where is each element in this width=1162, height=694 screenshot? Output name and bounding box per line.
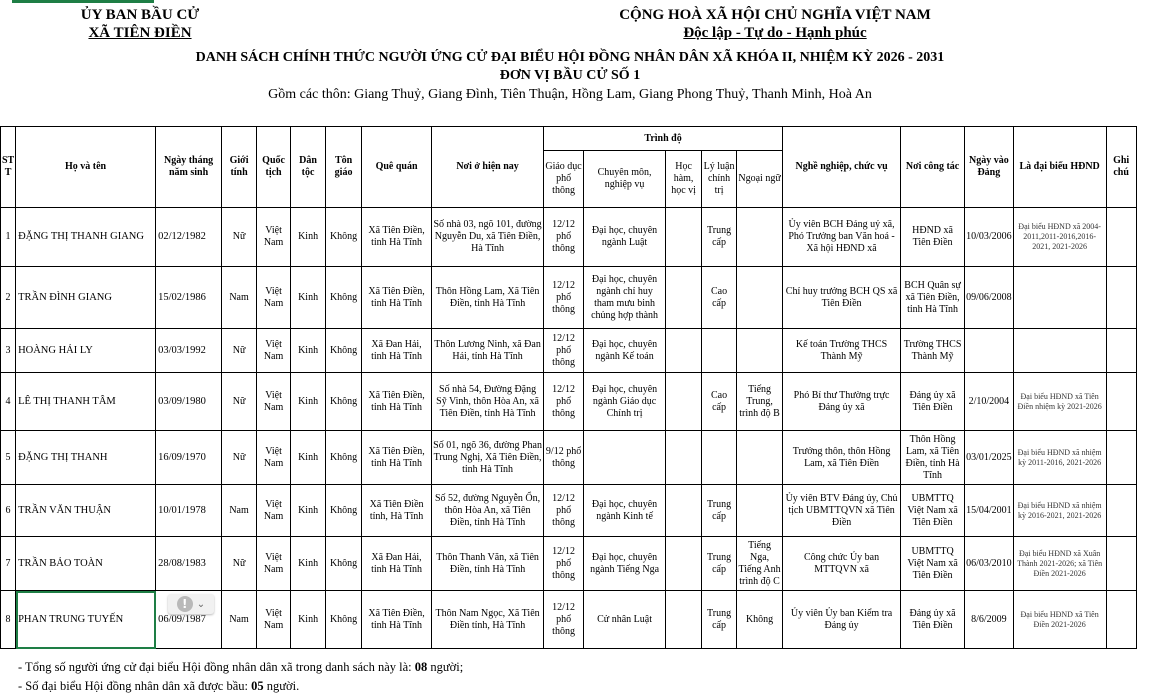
cell-ethnicity[interactable]: Kinh: [291, 485, 326, 537]
cell-note[interactable]: [1106, 485, 1136, 537]
col-header-language: Ngoại ngữ: [737, 151, 783, 208]
col-header-general-edu: Giáo dục phổ thông: [544, 151, 584, 208]
cell-hometown[interactable]: Xã Đan Hải, tỉnh Hà Tĩnh: [362, 537, 432, 591]
cell-religion[interactable]: Không: [326, 591, 362, 649]
cell-academic[interactable]: [666, 591, 702, 649]
cell-specialty[interactable]: Đại học, chuyên ngành chỉ huy tham mưu binh chủng hợp thành: [584, 267, 666, 329]
cell-party-date[interactable]: 09/06/2008: [965, 267, 1014, 329]
footer-total-value: 08: [414, 660, 428, 674]
col-header-trinh-do: Trình độ: [544, 127, 783, 151]
national-motto: [590, 6, 960, 42]
col-header-gender: Giới tính: [222, 127, 257, 208]
motto: Độc lập - Tự do - Hạnh phúc: [683, 25, 867, 41]
cell-language[interactable]: [737, 431, 783, 485]
cell-residence[interactable]: Thôn Thanh Văn, xã Tiên Điền, tỉnh Hà Tĩnh: [432, 537, 544, 591]
table-row: [1, 431, 1137, 485]
cell-residence[interactable]: Số nhà 54, Đường Đặng Sỹ Vinh, thôn Hòa An, xã Tiên Điền, tỉnh Hà Tĩnh: [432, 373, 544, 431]
cell-political[interactable]: Cao cấp: [702, 373, 737, 431]
cell-delegate[interactable]: Đại biểu HĐND xã nhiệm kỳ 2011-2016, 2021-2026: [1013, 431, 1106, 485]
cell-language[interactable]: [737, 329, 783, 373]
footer-seats: [18, 679, 299, 694]
cell-workplace[interactable]: BCH Quân sự xã Tiên Điền, tỉnh Hà Tĩnh: [901, 267, 965, 329]
cell-note[interactable]: [1106, 373, 1136, 431]
cell-general-edu[interactable]: 12/12 phổ thông: [544, 373, 584, 431]
cell-nationality[interactable]: Việt Nam: [257, 431, 291, 485]
cell-language[interactable]: [737, 267, 783, 329]
cell-workplace[interactable]: Trường THCS Thành Mỹ: [901, 329, 965, 373]
cell-dob[interactable]: 03/03/1992: [156, 329, 222, 373]
cell-ethnicity[interactable]: Kinh: [291, 431, 326, 485]
cell-general-edu[interactable]: 12/12 phổ thông: [544, 537, 584, 591]
cell-note[interactable]: [1106, 537, 1136, 591]
cell-language[interactable]: [737, 208, 783, 267]
cell-stt[interactable]: 5: [1, 431, 16, 485]
candidate-table-container: [0, 126, 1137, 649]
cell-nationality[interactable]: Việt Nam: [257, 537, 291, 591]
cell-stt[interactable]: 3: [1, 329, 16, 373]
cell-gender[interactable]: Nữ: [222, 537, 257, 591]
cell-occupation[interactable]: Ủy viên BTV Đảng ủy, Chủ tịch UBMTTQVN xã Tiên Điền: [783, 485, 901, 537]
cell-academic[interactable]: [666, 329, 702, 373]
cell-religion[interactable]: Không: [326, 485, 362, 537]
cell-religion[interactable]: Không: [326, 537, 362, 591]
cell-hometown[interactable]: Xã Đan Hải, tỉnh Hà Tĩnh: [362, 329, 432, 373]
cell-delegate[interactable]: Đại biểu HĐND xã Xuân Thành 2021-2026; xã Tiên Điền 2021-2026: [1013, 537, 1106, 591]
cell-ethnicity[interactable]: Kinh: [291, 267, 326, 329]
cell-party-date[interactable]: 10/03/2006: [965, 208, 1014, 267]
cell-general-edu[interactable]: 12/12 phổ thông: [544, 329, 584, 373]
col-header-hometown: Quê quán: [362, 127, 432, 208]
cell-party-date[interactable]: 06/03/2010: [965, 537, 1014, 591]
col-header-political: Lý luận chính trị: [702, 151, 737, 208]
table-row: [1, 329, 1137, 373]
commune-name: XÃ TIÊN ĐIỀN: [88, 25, 192, 41]
footer-total-candidates: [18, 660, 463, 675]
cell-name[interactable]: TRẦN ĐÌNH GIANG: [16, 267, 156, 329]
cell-nationality[interactable]: Việt Nam: [257, 208, 291, 267]
committee-name: ỦY BAN BẦU CỬ: [80, 7, 200, 23]
col-header-delegate: Là đại biểu HĐND: [1013, 127, 1106, 208]
cell-residence[interactable]: Số nhà 03, ngõ 101, đường Nguyễn Du, xã Tiên Điền, Hà Tĩnh: [432, 208, 544, 267]
cell-religion[interactable]: Không: [326, 373, 362, 431]
cell-party-date[interactable]: 2/10/2004: [965, 373, 1014, 431]
cell-party-date[interactable]: 03/01/2025: [965, 431, 1014, 485]
cell-party-date[interactable]: 8/6/2009: [965, 591, 1014, 649]
cell-religion[interactable]: Không: [326, 208, 362, 267]
cell-religion[interactable]: Không: [326, 431, 362, 485]
table-row: [1, 485, 1137, 537]
cell-residence[interactable]: Số 01, ngõ 36, đường Phan Trung Nghị, Xã Tiên Điền, tỉnh Hà Tĩnh: [432, 431, 544, 485]
cell-name[interactable]: TRẦN BẢO TOÀN: [16, 537, 156, 591]
cell-ethnicity[interactable]: Kinh: [291, 373, 326, 431]
col-header-note: Ghi chú: [1106, 127, 1136, 208]
country-name: CỘNG HOÀ XÃ HỘI CHỦ NGHĨA VIỆT NAM: [619, 7, 931, 23]
cell-gender[interactable]: Nam: [222, 485, 257, 537]
cell-gender[interactable]: Nam: [222, 591, 257, 649]
document-title: DANH SÁCH CHÍNH THỨC NGƯỜI ỨNG CỬ ĐẠI BIỂU HỘI ĐỒNG NHÂN DÂN XÃ KHÓA II, NHIỆM KỲ 2026 - 2031: [195, 50, 945, 65]
cell-stt[interactable]: 1: [1, 208, 16, 267]
cell-academic[interactable]: [666, 537, 702, 591]
selection-top-border: [12, 0, 154, 3]
cell-language[interactable]: Tiếng Trung, trình độ B: [737, 373, 783, 431]
cell-dob[interactable]: 28/08/1983: [156, 537, 222, 591]
cell-dob[interactable]: 03/09/1980: [156, 373, 222, 431]
cell-general-edu[interactable]: 12/12 phổ thông: [544, 591, 584, 649]
cell-general-edu[interactable]: 12/12 phổ thông: [544, 267, 584, 329]
cell-gender[interactable]: Nam: [222, 267, 257, 329]
committee-header: [40, 6, 240, 42]
cell-political[interactable]: Trung cấp: [702, 537, 737, 591]
cell-workplace[interactable]: Thôn Hồng Lam, xã Tiên Điền, tỉnh Hà Tĩnh: [901, 431, 965, 485]
cell-ethnicity[interactable]: Kinh: [291, 537, 326, 591]
cell-nationality[interactable]: Việt Nam: [257, 267, 291, 329]
cell-gender[interactable]: Nữ: [222, 373, 257, 431]
cell-residence[interactable]: Thôn Hồng Lam, Xã Tiên Điền, tỉnh Hà Tĩnh: [432, 267, 544, 329]
cell-academic[interactable]: [666, 267, 702, 329]
cell-specialty[interactable]: Đại học, chuyên ngành Giáo dục Chính trị: [584, 373, 666, 431]
cell-delegate[interactable]: Đại biểu HĐND xã Tiên Điền nhiệm kỳ 2021-2026: [1013, 373, 1106, 431]
table-row: [1, 267, 1137, 329]
cell-name[interactable]: ĐẶNG THỊ THANH: [16, 431, 156, 485]
footer-seats-label: - Số đại biểu Hội đồng nhân dân xã được bầu:: [18, 679, 252, 693]
cell-workplace[interactable]: UBMTTQ Việt Nam xã Tiên Điền: [901, 485, 965, 537]
cell-occupation[interactable]: Kế toán Trường THCS Thành Mỹ: [783, 329, 901, 373]
cell-hometown[interactable]: Xã Tiên Điền, tỉnh Hà Tĩnh: [362, 267, 432, 329]
col-header-nationality: Quốc tịch: [257, 127, 291, 208]
cell-workplace[interactable]: UBMTTQ Việt Nam xã Tiên Điền: [901, 537, 965, 591]
cell-nationality[interactable]: Việt Nam: [257, 329, 291, 373]
error-check-button[interactable]: [168, 594, 214, 614]
cell-academic[interactable]: [666, 431, 702, 485]
table-row: [1, 537, 1137, 591]
cell-political[interactable]: [702, 431, 737, 485]
cell-nationality[interactable]: Việt Nam: [257, 591, 291, 649]
cell-hometown[interactable]: Xã Tiên Điền, tỉnh Hà Tĩnh: [362, 431, 432, 485]
cell-specialty[interactable]: Đại học, chuyên ngành Kế toán: [584, 329, 666, 373]
col-header-ethnicity: Dân tộc: [291, 127, 326, 208]
cell-nationality[interactable]: Việt Nam: [257, 373, 291, 431]
cell-occupation[interactable]: Trưởng thôn, thôn Hồng Lam, xã Tiên Điền: [783, 431, 901, 485]
cell-delegate[interactable]: Đại biểu HĐND xã 2004-2011,2011-2016,2016-2021, 2021-2026: [1013, 208, 1106, 267]
cell-dob[interactable]: 02/12/1982: [156, 208, 222, 267]
electoral-unit: ĐƠN VỊ BẦU CỬ SỐ 1: [499, 68, 641, 83]
cell-political[interactable]: Trung cấp: [702, 485, 737, 537]
col-header-stt: ST T: [1, 127, 16, 208]
cell-note[interactable]: [1106, 267, 1136, 329]
col-header-party-date: Ngày vào Đảng: [965, 127, 1014, 208]
col-header-name: Họ và tên: [16, 127, 156, 208]
cell-gender[interactable]: Nữ: [222, 329, 257, 373]
cell-ethnicity[interactable]: Kinh: [291, 329, 326, 373]
cell-dob[interactable]: 10/01/1978: [156, 485, 222, 537]
cell-delegate[interactable]: [1013, 329, 1106, 373]
col-header-occupation: Nghề nghiệp, chức vụ: [783, 127, 901, 208]
cell-delegate[interactable]: Đại biểu HĐND xã nhiệm kỳ 2016-2021, 2021-2026: [1013, 485, 1106, 537]
cell-specialty[interactable]: [584, 431, 666, 485]
candidate-table: [0, 126, 1137, 649]
cell-general-edu[interactable]: 12/12 phổ thông: [544, 485, 584, 537]
cell-hometown[interactable]: Xã Tiên Điền, tỉnh Hà Tĩnh: [362, 373, 432, 431]
col-header-residence: Nơi ở hiện nay: [432, 127, 544, 208]
cell-residence[interactable]: Thôn Lương Ninh, xã Đan Hải, tỉnh Hà Tĩnh: [432, 329, 544, 373]
cell-name[interactable]: LÊ THỊ THANH TÂM: [16, 373, 156, 431]
cell-political[interactable]: Trung cấp: [702, 591, 737, 649]
cell-religion[interactable]: Không: [326, 267, 362, 329]
cell-delegate[interactable]: [1013, 267, 1106, 329]
cell-general-edu[interactable]: 12/12 phổ thông: [544, 208, 584, 267]
cell-language[interactable]: Không: [737, 591, 783, 649]
cell-note[interactable]: [1106, 591, 1136, 649]
cell-gender[interactable]: Nữ: [222, 431, 257, 485]
cell-stt[interactable]: 7: [1, 537, 16, 591]
error-icon: !: [177, 596, 193, 612]
cell-hometown[interactable]: Xã Tiên Điền tỉnh, Hà Tĩnh: [362, 485, 432, 537]
cell-language[interactable]: [737, 485, 783, 537]
cell-party-date[interactable]: [965, 329, 1014, 373]
cell-workplace[interactable]: Đảng ủy xã Tiên Điền: [901, 373, 965, 431]
cell-delegate[interactable]: Đại biểu HĐND xã Tiên Điền 2021-2026: [1013, 591, 1106, 649]
cell-ethnicity[interactable]: Kinh: [291, 591, 326, 649]
table-row: [1, 208, 1137, 267]
cell-specialty[interactable]: Đại học, chuyên ngành Luật: [584, 208, 666, 267]
cell-workplace[interactable]: HĐND xã Tiên Điền: [901, 208, 965, 267]
cell-specialty[interactable]: Đại học, chuyên ngành Kinh tế: [584, 485, 666, 537]
cell-academic[interactable]: [666, 373, 702, 431]
cell-general-edu[interactable]: 9/12 phổ thông: [544, 431, 584, 485]
cell-dob[interactable]: 16/09/1970: [156, 431, 222, 485]
table-row: [1, 373, 1137, 431]
cell-hometown[interactable]: Xã Tiên Điền, tỉnh Hà Tĩnh: [362, 208, 432, 267]
cell-language[interactable]: Tiếng Nga, Tiếng Anh trình độ C: [737, 537, 783, 591]
cell-name[interactable]: HOÀNG HẢI LY: [16, 329, 156, 373]
chevron-down-icon: ⌄: [196, 598, 206, 610]
cell-stt[interactable]: 2: [1, 267, 16, 329]
cell-specialty[interactable]: Cử nhân Luật: [584, 591, 666, 649]
cell-occupation[interactable]: Chỉ huy trưởng BCH QS xã Tiên Điền: [783, 267, 901, 329]
cell-political[interactable]: [702, 329, 737, 373]
cell-political[interactable]: Cao cấp: [702, 267, 737, 329]
cell-stt[interactable]: 6: [1, 485, 16, 537]
footer-seats-suffix: người.: [263, 679, 300, 693]
cell-religion[interactable]: Không: [326, 329, 362, 373]
cell-workplace[interactable]: Đảng ủy xã Tiên Điền: [901, 591, 965, 649]
cell-residence[interactable]: Số 52, đường Nguyễn Ổn, thôn Hòa An, xã Tiên Điền, tỉnh Hà Tĩnh: [432, 485, 544, 537]
cell-specialty[interactable]: Đại học, chuyên ngành Tiếng Nga: [584, 537, 666, 591]
col-header-academic: Học hàm, học vị: [666, 151, 702, 208]
footer-seats-value: 05: [251, 679, 264, 693]
cell-ethnicity[interactable]: Kinh: [291, 208, 326, 267]
cell-occupation[interactable]: Công chức Ủy ban MTTQVN xã: [783, 537, 901, 591]
col-header-specialty: Chuyên môn, nghiệp vụ: [584, 151, 666, 208]
cell-nationality[interactable]: Việt Nam: [257, 485, 291, 537]
cell-dob[interactable]: 15/02/1986: [156, 267, 222, 329]
villages-list: Gồm các thôn: Giang Thuỷ, Giang Đình, Tiên Thuận, Hồng Lam, Giang Phong Thuỷ, Thanh Minh, Hoà An: [268, 87, 872, 102]
cell-occupation[interactable]: Ủy viên BCH Đảng uỷ xã, Phó Trưởng ban Văn hoá - Xã hội HĐND xã: [783, 208, 901, 267]
cell-occupation[interactable]: Phó Bí thư Thường trực Đảng ủy xã: [783, 373, 901, 431]
footer-total-suffix: người;: [427, 660, 464, 674]
cell-academic[interactable]: [666, 485, 702, 537]
cell-name[interactable]: TRẦN VĂN THUẬN: [16, 485, 156, 537]
col-header-religion: Tôn giáo: [326, 127, 362, 208]
cell-note[interactable]: [1106, 208, 1136, 267]
cell-stt[interactable]: 4: [1, 373, 16, 431]
cell-note[interactable]: [1106, 431, 1136, 485]
footer-total-label: - Tổng số người ứng cử đại biểu Hội đồng nhân dân xã trong danh sách này là:: [18, 660, 415, 674]
cell-occupation[interactable]: Ủy viên Ủy ban Kiểm tra Đảng ủy: [783, 591, 901, 649]
col-header-dob: Ngày tháng năm sinh: [156, 127, 222, 208]
cell-political[interactable]: Trung cấp: [702, 208, 737, 267]
cell-academic[interactable]: [666, 208, 702, 267]
cell-residence[interactable]: Thôn Nam Ngọc, Xã Tiên Điền tỉnh, Hà Tĩnh: [432, 591, 544, 649]
cell-note[interactable]: [1106, 329, 1136, 373]
cell-party-date[interactable]: 15/04/2001: [965, 485, 1014, 537]
col-header-workplace: Nơi công tác: [901, 127, 965, 208]
cell-name[interactable]: ĐẶNG THỊ THANH GIANG: [16, 208, 156, 267]
cell-gender[interactable]: Nữ: [222, 208, 257, 267]
cell-stt[interactable]: 8: [1, 591, 16, 649]
cell-name[interactable]: PHAN TRUNG TUYẾN: [16, 591, 156, 649]
cell-dob[interactable]: 06/09/1987: [156, 591, 222, 649]
cell-hometown[interactable]: Xã Tiên Điền, tỉnh Hà Tĩnh: [362, 591, 432, 649]
